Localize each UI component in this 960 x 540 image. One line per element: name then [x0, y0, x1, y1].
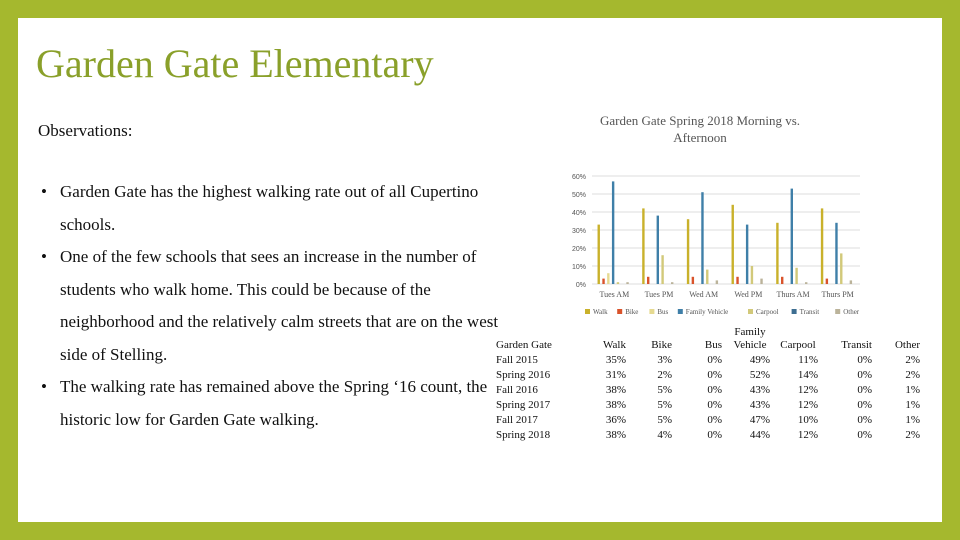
table-cell: 43% — [749, 398, 770, 411]
legend-swatch — [835, 309, 840, 314]
table-header: Carpool — [780, 339, 816, 351]
bar — [736, 277, 738, 284]
bar — [746, 225, 748, 284]
y-tick-label: 20% — [571, 246, 586, 253]
bullet-item: • The walking rate has remained above the Spring ‘16 count, the historic low for Garden Gate walking. — [38, 371, 508, 436]
legend-label: Family Vehicle — [685, 308, 729, 316]
table-cell: 47% — [749, 413, 770, 426]
bar — [671, 282, 673, 284]
table-cell: 0% — [857, 368, 872, 381]
y-tick-label: 0% — [575, 282, 586, 289]
legend-label: Transit — [799, 308, 820, 316]
table-cell: 43% — [749, 383, 770, 396]
data-table — [492, 326, 924, 442]
legend-label: Bike — [625, 308, 639, 316]
bar — [840, 253, 842, 284]
bar — [805, 282, 807, 284]
row-label: Fall 2016 — [496, 383, 538, 396]
row-label: Spring 2018 — [496, 428, 551, 441]
bar — [647, 277, 649, 284]
row-label: Spring 2017 — [496, 398, 551, 411]
table-cell: 0% — [707, 398, 722, 411]
table-cell: 2% — [905, 353, 920, 366]
table-header: Other — [894, 339, 920, 351]
legend-swatch — [649, 309, 654, 314]
bar — [692, 277, 694, 284]
bar — [602, 279, 604, 284]
table-header: Transit — [841, 339, 872, 351]
legend-swatch — [748, 309, 753, 314]
y-tick-label: 40% — [571, 210, 586, 217]
table-cell: 2% — [657, 368, 672, 381]
bar — [607, 273, 609, 284]
bar — [626, 282, 628, 284]
table-cell: 0% — [707, 413, 722, 426]
table-cell: 1% — [905, 383, 920, 396]
table-header: Bike — [651, 339, 672, 351]
y-tick-label: 50% — [571, 192, 586, 199]
bar — [657, 216, 659, 284]
chart-title: Garden Gate Spring 2018 Morning vs. Afternoon — [599, 113, 801, 145]
table-cell: 44% — [749, 428, 770, 441]
table-row — [492, 427, 924, 442]
table-cell: 0% — [857, 398, 872, 411]
bar — [642, 208, 644, 284]
slide-title: Garden Gate Elementary — [36, 41, 434, 86]
row-label: Fall 2015 — [496, 353, 538, 366]
bar — [850, 280, 852, 284]
table-cell: 10% — [797, 413, 818, 426]
table-cell: 31% — [605, 368, 626, 381]
x-tick-label: Thurs AM — [776, 290, 810, 299]
x-tick-label: Tues PM — [644, 290, 674, 299]
table-cell: 11% — [798, 353, 818, 366]
bar — [776, 223, 778, 284]
table-header: Garden Gate — [496, 339, 552, 351]
legend-swatch — [792, 309, 797, 314]
table-row — [492, 397, 924, 412]
table-cell: 0% — [857, 413, 872, 426]
table-cell: 14% — [797, 368, 818, 381]
table-header-row — [492, 326, 924, 352]
table-cell: 2% — [905, 428, 920, 441]
table-cell: 0% — [707, 368, 722, 381]
legend-swatch — [678, 309, 683, 314]
table-cell: 5% — [657, 413, 672, 426]
bullet-item: • Garden Gate has the highest walking rate out of all Cupertino schools. — [38, 176, 508, 241]
x-tick-label: Tues AM — [599, 290, 630, 299]
bar — [781, 277, 783, 284]
legend-label: Bus — [657, 308, 669, 316]
y-tick-label: 10% — [571, 264, 586, 271]
legend-label: Carpool — [756, 308, 779, 316]
table-row — [492, 352, 924, 367]
bar — [826, 279, 828, 284]
x-tick-label: Wed PM — [734, 290, 763, 299]
table-row — [492, 382, 924, 397]
table-cell: 12% — [797, 398, 818, 411]
table-header: Walk — [603, 339, 626, 351]
legend-label: Other — [843, 308, 860, 316]
bar — [612, 181, 614, 284]
y-tick-label: 30% — [571, 228, 586, 235]
table-header: Bus — [704, 339, 722, 351]
table-cell: 1% — [905, 413, 920, 426]
table-cell: 49% — [749, 353, 770, 366]
table-cell: 5% — [657, 383, 672, 396]
table-row — [492, 412, 924, 427]
table-cell: 38% — [605, 383, 626, 396]
bar — [751, 266, 753, 284]
bar — [598, 225, 600, 284]
table-cell: 1% — [905, 398, 920, 411]
legend-swatch — [585, 309, 590, 314]
table-cell: 0% — [857, 353, 872, 366]
legend-swatch — [617, 309, 622, 314]
bar — [706, 270, 708, 284]
table-cell: 12% — [797, 428, 818, 441]
table-cell: 4% — [657, 428, 672, 441]
legend-label: Walk — [593, 308, 608, 316]
table-cell: 35% — [605, 353, 626, 366]
bar — [617, 282, 619, 284]
observations-label: Observations: — [38, 121, 133, 140]
table-row — [492, 367, 924, 382]
table-cell: 0% — [707, 383, 722, 396]
table-cell: 0% — [857, 428, 872, 441]
table-cell: 12% — [797, 383, 818, 396]
bar — [835, 223, 837, 284]
y-tick-label: 60% — [571, 174, 586, 181]
bar — [661, 255, 663, 284]
x-tick-label: Thurs PM — [821, 290, 854, 299]
bar — [716, 280, 718, 284]
bar — [701, 192, 703, 284]
table-cell: 36% — [605, 413, 626, 426]
table-cell: 5% — [657, 398, 672, 411]
bar — [795, 268, 797, 284]
table-cell: 38% — [605, 398, 626, 411]
table-cell: 0% — [707, 353, 722, 366]
table-header: Family Vehicle — [733, 326, 767, 351]
table-cell: 3% — [657, 353, 672, 366]
table-cell: 0% — [857, 383, 872, 396]
row-label: Fall 2017 — [496, 413, 538, 426]
table-cell: 0% — [707, 428, 722, 441]
row-label: Spring 2016 — [496, 368, 551, 381]
x-tick-label: Wed AM — [689, 290, 719, 299]
table-cell: 52% — [749, 368, 770, 381]
bar — [732, 205, 734, 284]
bar — [791, 189, 793, 284]
table-cell: 2% — [905, 368, 920, 381]
bar — [760, 279, 762, 284]
bar — [687, 219, 689, 284]
table-cell: 38% — [605, 428, 626, 441]
bar — [821, 208, 823, 284]
bullet-item: • One of the few schools that sees an increase in the number of students who walk home. This could be because of the neighborhood and the relatively calm streets that are on the west side of Stelling. — [38, 241, 508, 371]
